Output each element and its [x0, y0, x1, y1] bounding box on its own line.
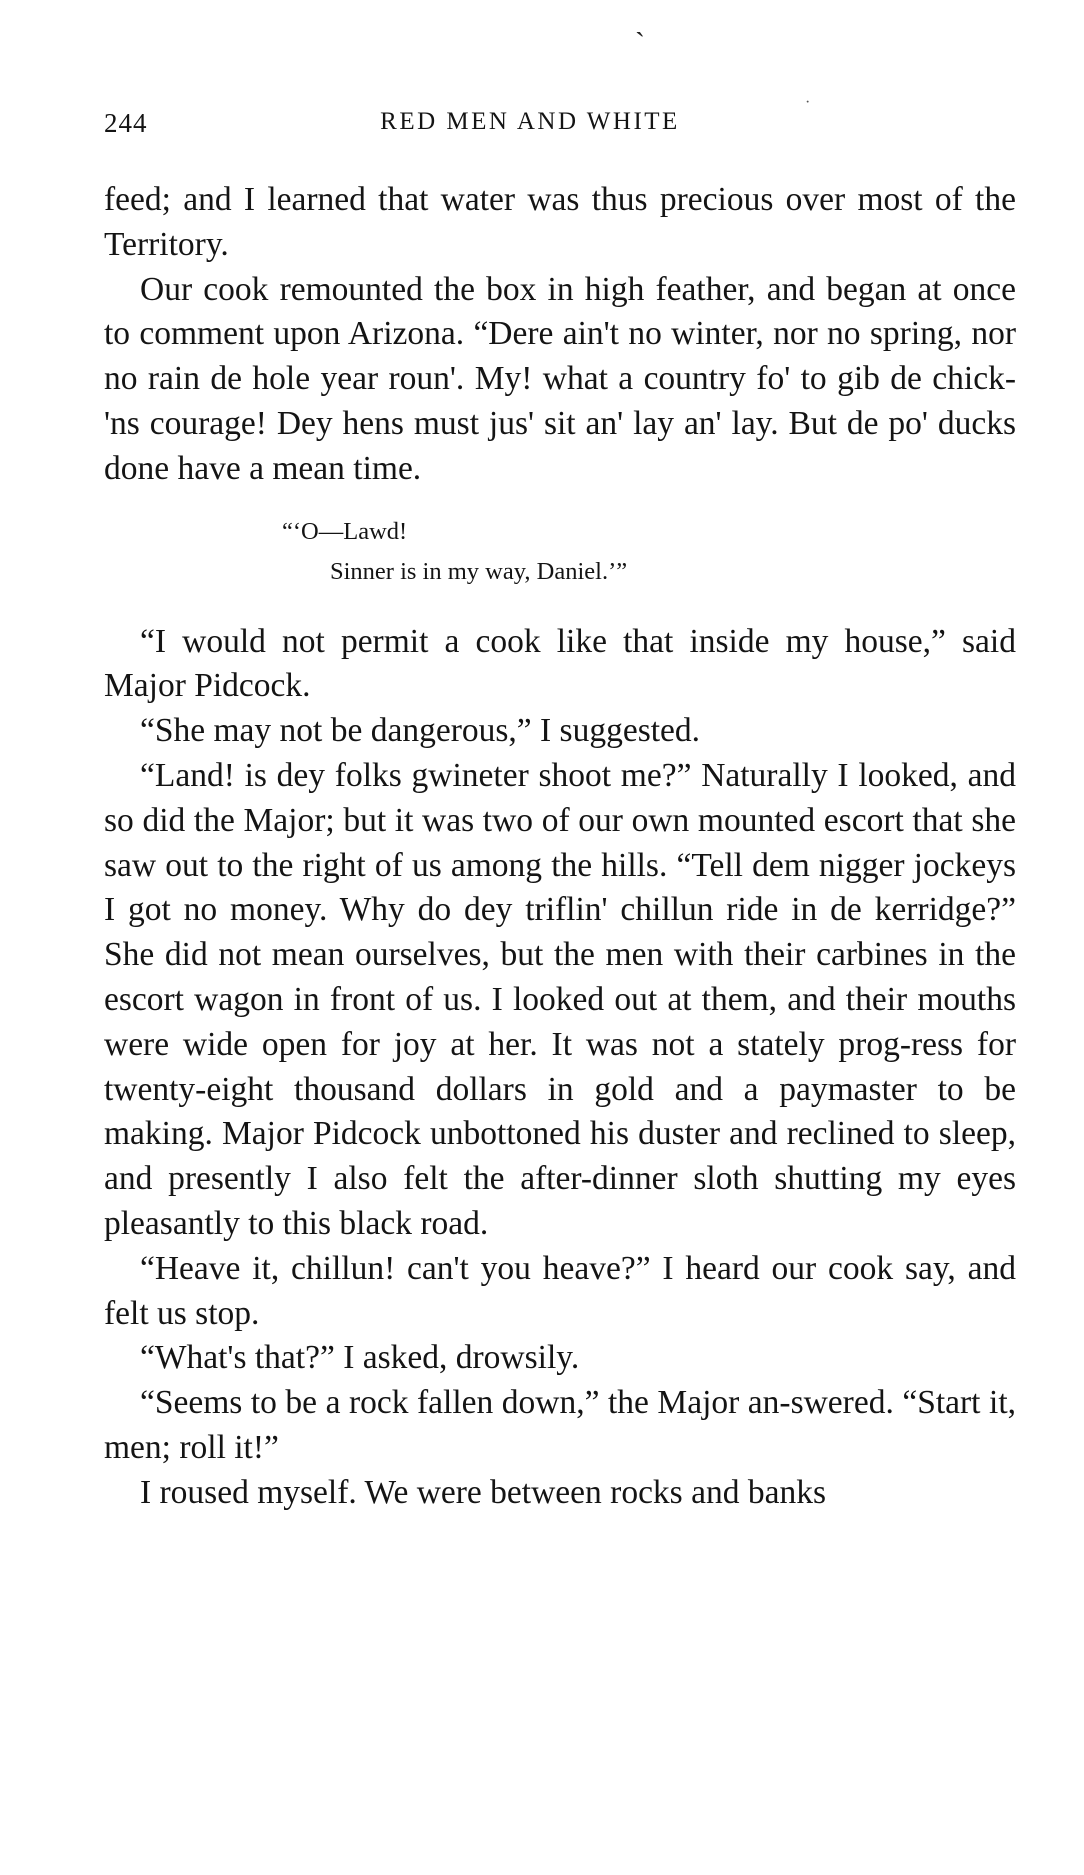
paragraph: “Land! is dey folks gwineter shoot me?” Naturally I looked, and so did the Major; but it was two of our own mounted escort that she saw out to the right of us among the hills. “Tell dem nigger jockeys I got no money. Why do dey triflin' chillun ride in de kerridge?” She did not mean ourselves, but the men with their carbines in the escort wagon in front of us. I looked out at them, and their mouths were wide open for joy at her. It was not a stately prog-ress for twenty-eight thousand dollars in gold and a paymaster to be making. Major Pidcock unbottoned his duster and reclined to sleep, and presently I also felt the after-dinner sloth shutting my eyes pleasantly to this black road. — [104, 756, 1016, 1242]
paragraph: “Seems to be a rock fallen down,” the Major an-swered. “Start it, men; roll it!” — [104, 1384, 1016, 1466]
page-header — [104, 108, 1016, 148]
page-body — [104, 178, 1016, 1516]
paragraph: “Heave it, chillun! can't you heave?” I heard our cook say, and felt us stop. — [104, 1249, 1016, 1332]
paragraph: Our cook remounted the box in high feather, and began at once to comment upon Arizona. “Dere ain't no winter, nor no spring, nor no rain de hole year roun'. My! what a country fo' to gib de chick-'ns courage! Dey hens must jus' sit an' lay an' lay. But de po' ducks done have a mean time. — [104, 270, 1016, 487]
paragraph: “What's that?” I asked, drowsily. — [140, 1339, 580, 1377]
paragraph: I roused myself. We were between rocks and banks — [140, 1473, 826, 1511]
page-number: 244 — [104, 108, 148, 138]
verse-line: Sinner is in my way, Daniel.’” — [330, 557, 628, 585]
paragraph: “She may not be dangerous,” I suggested. — [140, 712, 701, 750]
verse-quotation — [104, 512, 1016, 592]
ink-speck-mark: ˎ — [635, 4, 645, 37]
paragraph: “I would not permit a cook like that inside my house,” said Major Pidcock. — [104, 622, 1016, 705]
ink-speck-mark: · — [805, 94, 811, 111]
paragraph: feed; and I learned that water was thus precious over most of the Territory. — [104, 181, 1016, 263]
verse-line: “‘O—Lawd! — [282, 517, 408, 545]
running-title: RED MEN AND WHITE — [380, 108, 680, 135]
